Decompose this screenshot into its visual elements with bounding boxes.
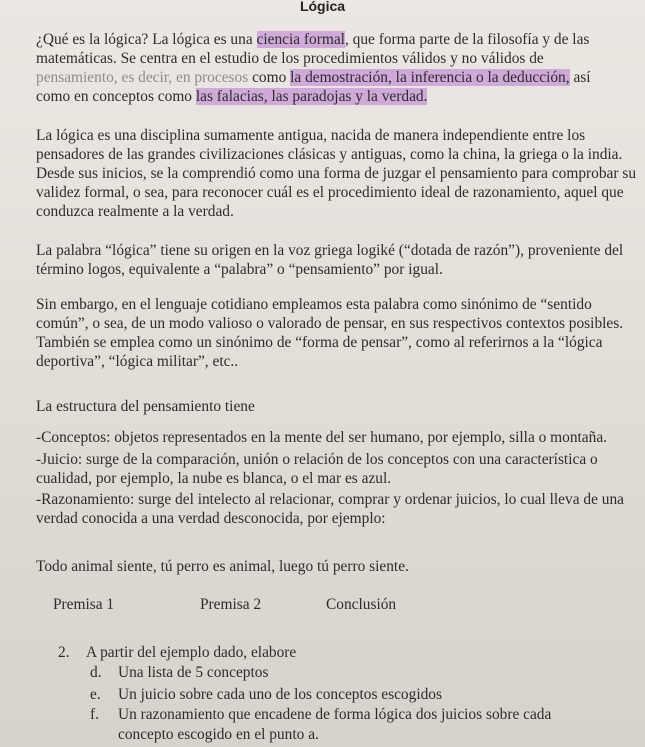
intro-text-d: como: [248, 69, 291, 86]
label-conclusion: Conclusión: [326, 596, 397, 613]
list-item-marker: d.: [90, 664, 102, 681]
label-premisa-1: Premisa 1: [53, 596, 115, 613]
intro-text-e: así: [569, 69, 591, 86]
paragraph-common-usage: Sin embargo, en el lenguaje cotidiano empleamos esta palabra como sinónimo de “sentido común”, o sea, de un modo valioso o valorado de pensar, en sus respectivos contextos posibles. También se emplea como un sinónimo de “forma de pensar”, como al referirnos a la “lógica deportiva”, “lógica militar”, etc..: [36, 296, 624, 370]
list-item-text: Un razonamiento que encadene de forma lógica dos juicios sobre cada: [118, 706, 552, 723]
intro-text-c: matemáticas. Se centra en el estudio de los procedimientos válidos y no válidos de: [36, 50, 544, 67]
paragraph-razonamiento: -Razonamiento: surge del intelecto al relacionar, comprar y ordenar juicios, lo cual lleva de una verdad conocida a una verdad desconocida, por ejemplo:: [36, 491, 624, 527]
page-title: Lógica: [299, 0, 346, 14]
paragraph-structure: La estructura del pensamiento tiene: [36, 398, 255, 415]
intro-text-a: ¿Qué es la lógica? La lógica es una: [36, 31, 257, 48]
paragraph-conceptos: -Conceptos: objetos representados en la mente del ser humano, por ejemplo, silla o montaña.: [36, 429, 608, 446]
question-text: A partir del ejemplo dado, elabore: [86, 644, 297, 661]
list-item-marker: f.: [90, 706, 99, 723]
question-number: 2.: [58, 644, 70, 661]
paragraph-intro: [36, 30, 640, 106]
label-premisa-2: Premisa 2: [200, 596, 262, 613]
intro-text-b: , que forma parte de la filosofía y de las: [344, 31, 590, 48]
paragraph-etymology: La palabra “lógica” tiene su origen en la voz griega logiké (“dotada de razón”), proveniente del término logos, equivalente a “palabra” o “pensamiento” por igual.: [36, 242, 624, 278]
highlight-demostracion: la demostración, la inferencia o la deducción,: [290, 69, 570, 86]
list-item-marker: e.: [90, 686, 101, 703]
intro-text-f: como en conceptos como: [36, 88, 196, 105]
list-item-text: Una lista de 5 conceptos: [118, 664, 269, 681]
paragraph-example: Todo animal siente, tú perro es animal, luego tú perro siente.: [36, 558, 409, 575]
highlight-ciencia-formal: ciencia formal: [256, 31, 345, 48]
intro-faded-text: pensamiento, es decir, en procesos: [36, 69, 249, 86]
highlight-falacias: las falacias, las paradojas y la verdad.: [195, 88, 428, 105]
list-item-continuation: concepto escogido en el punto a.: [118, 726, 319, 743]
paragraph-juicio: -Juicio: surge de la comparación, unión o relación de los conceptos con una característica o cualidad, por ejemplo, la nube es blanca, o el mar es azul.: [36, 451, 598, 487]
list-item-text: Un juicio sobre cada uno de los conceptos escogidos: [118, 686, 442, 703]
paragraph-history: La lógica es una disciplina sumamente antigua, nacida de manera independiente entre los pensadores de las grandes civilizaciones clásicas y antiguas, como la china, la griega o la india. Desde sus inicios, se la comprendió como una forma de juzgar el pensamiento para comprobar su validez formal, o sea, para reconocer cuál es el procedimiento ideal de razonamiento, aquel que conduzca realmente a la verdad.: [36, 127, 637, 220]
